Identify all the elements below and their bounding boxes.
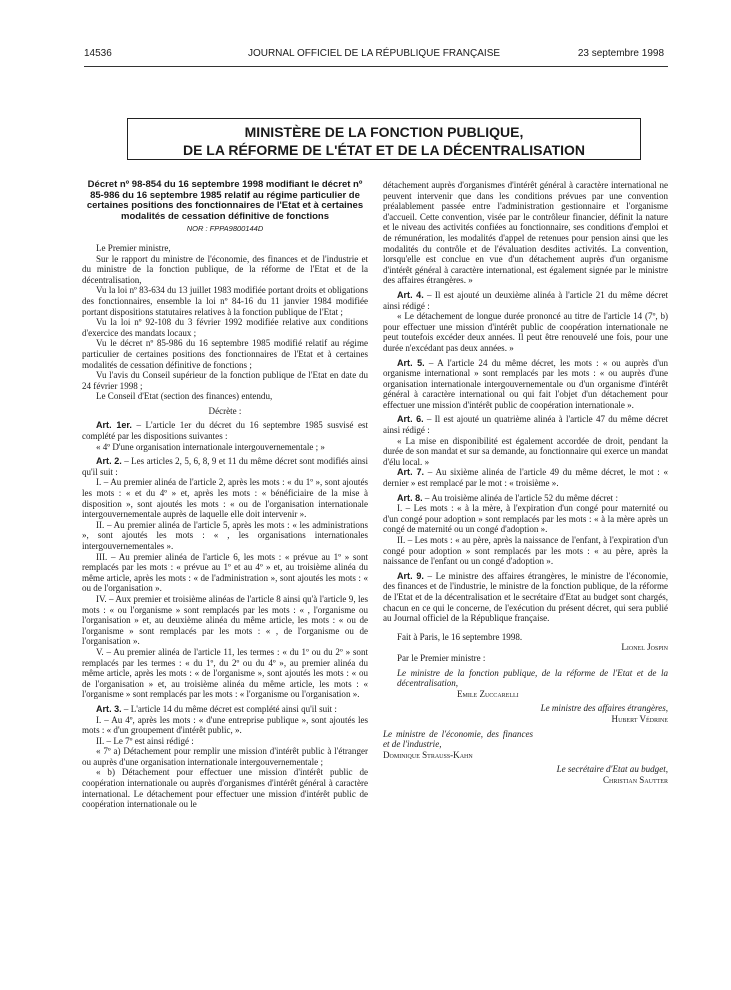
paragraph-text: II. – Les mots : « au père, après la naissance de l'enfant, à l'expiration d'un congé pour adoption » sont remplacés par les mots : « au père, après la naissance de l'enfant ou un congé d'adoption ». (383, 535, 668, 567)
body-paragraph (82, 715, 368, 736)
signature-block-3 (383, 729, 533, 761)
paragraph-text: « La mise en disponibilité est également accordée de droit, pendant la durée de son mandat et sur sa demande, au fonctionnaire qui exerce un mandat d'élu local. » (383, 435, 668, 467)
signer-name: Emile Zuccarelli (457, 688, 519, 699)
paragraph-text: – Au troisième alinéa de l'article 52 du même décret : (422, 492, 618, 503)
signer-name: Christian Sautter (603, 774, 668, 785)
article-label: Art. 8. (397, 492, 423, 503)
paragraph-text: I. – Les mots : « à la mère, à l'expiration d'un congé pour maternité ou d'un congé pour adoption » sont remplacés par les mots : « à la mère après un congé de maternité ou un congé d'adoption ». (383, 503, 668, 535)
body-paragraph (383, 535, 668, 567)
signature-block-2 (383, 703, 668, 724)
paragraph-text: II. – Le 7º est ainsi rédigé : (96, 735, 194, 746)
article-paragraph (383, 290, 668, 311)
signer-role: Le ministre de l'économie, des finances et de l'industrie, (383, 728, 533, 750)
ministry-line-1: MINISTÈRE DE LA FONCTION PUBLIQUE, (244, 124, 524, 140)
paragraph-text: IV. – Aux premier et troisième alinéas de l'article 8 ainsi qu'à l'article 9, les mots : « ou l'organisme » sont remplacés par les mots : « , l'organisme ou l'organisation » et, au deuxième alinéa du même article, les mots : « ou de l'organisme » sont remplacés par les mots : « , de l'organisme ou de l'organisation ». (82, 593, 368, 647)
body-paragraph (82, 647, 368, 700)
article-paragraph (383, 414, 668, 435)
paragraph-text: Le Premier ministre, (96, 242, 171, 253)
body-paragraph (82, 285, 368, 317)
paragraph-text: I. – Au 4º, après les mots : « d'une entreprise publique », sont ajoutés les mots : « d'un groupement d'intérêt public, ». (82, 714, 368, 736)
article-label: Art. 4. (397, 289, 424, 300)
body-paragraph (82, 520, 368, 552)
article-paragraph (383, 571, 668, 624)
left-column (82, 180, 368, 810)
body-paragraph (82, 317, 368, 338)
paragraph-text: Vu la loi nº 92-108 du 3 février 1992 modifiée relative aux conditions d'exercice des mandats locaux ; (82, 317, 368, 338)
signature-block-4 (383, 764, 668, 785)
article-paragraph (82, 704, 368, 715)
article-paragraph (82, 456, 368, 477)
signer-role: Le ministre des affaires étrangères, (540, 703, 668, 714)
right-column (383, 180, 668, 785)
paragraph-text: – Il est ajouté un quatrième alinéa à l'article 47 du même décret ainsi rédigé : (383, 414, 668, 436)
signer-role: Le secrétaire d'Etat au budget, (556, 764, 668, 775)
paragraph-text: « 4º D'une organisation internationale intergouvernementale ; » (96, 441, 325, 452)
paragraph-text: I. – Au premier alinéa de l'article 2, après les mots : « du 1º », sont ajoutés les mots : « et du 4º » et, après les mots : « bénéficiaire de la mise à disposition », sont ajoutés les mots : « ou de l'organisation internationale intergouvernementale auprès de laquelle elle doit intervenir ». (82, 477, 368, 520)
signer-role: Le ministre de la fonction publique, de la réforme de l'Etat et de la décentralisation, (397, 667, 668, 689)
page-number: 14536 (84, 48, 112, 59)
body-paragraph (383, 311, 668, 353)
article-paragraph (383, 358, 668, 411)
paragraph-text: Sur le rapport du ministre de l'économie, des finances et de l'industrie et du ministre de la fonction publique, de la réforme de l'Etat et de la décentralisation, (82, 253, 368, 285)
signer-name: Dominique Strauss-Kahn (383, 749, 473, 760)
body-paragraph (82, 370, 368, 391)
body-paragraph (82, 767, 368, 809)
decree-title: Décret nº 98-854 du 16 septembre 1998 modifiant le décret nº 85-986 du 16 septembre 1985 relatif au régime particulier de certaines positions des fonctionnaires de l'Etat et à certaines modalités de cessation définitive de fonctions (86, 179, 364, 222)
article-label: Art. 1er. (96, 420, 132, 431)
body-paragraph (82, 442, 368, 453)
body-paragraph (82, 243, 368, 254)
paragraph-text: Décrète : (208, 405, 242, 416)
article-label: Art. 7. (397, 467, 425, 478)
paragraph-text: Vu le décret nº 85-986 du 16 septembre 1985 modifié relatif au régime particulier de certaines positions des fonctionnaires de l'Etat et à certaines modalités de cessation définitive de fonctions ; (82, 338, 368, 370)
paragraph-text: – L'article 14 du même décret est complété ainsi qu'il suit : (121, 703, 337, 714)
page-header (84, 48, 664, 64)
place-date: Fait à Paris, le 16 septembre 1998. (397, 631, 523, 642)
article-label: Art. 2. (96, 456, 122, 467)
paragraph-text: – Le ministre des affaires étrangères, le ministre de l'économie, des finances et de l'industrie, le ministre de la fonction publique, de la réforme de l'Etat et de la décentralisation et le secrétaire d'Etat au budget sont chargés, chacun en ce qui le concerne, de l'exécution du présent décret, qui sera publié au Journal officiel de la République française. (383, 570, 668, 624)
ministry-line-2: DE LA RÉFORME DE L'ÉTAT ET DE LA DÉCENTRALISATION (182, 142, 586, 158)
nor-reference: NOR : FPPA9800144D (186, 224, 264, 234)
article-paragraph (82, 420, 368, 441)
article-label: Art. 3. (96, 703, 122, 714)
paragraph-text: Le Conseil d'Etat (section des finances) entendu, (96, 391, 273, 402)
body-paragraph (82, 746, 368, 767)
body-paragraph (82, 338, 368, 370)
paragraph-text: – Au sixième alinéa de l'article 49 du même décret, le mot : « dernier » est remplacé par le mot : « troisième ». (383, 467, 669, 489)
signer-name: Hubert Védrine (611, 713, 668, 724)
article-paragraph (383, 493, 668, 504)
body-paragraph (82, 477, 368, 519)
prime-minister-signature: Lionel Jospin (621, 642, 668, 653)
body-paragraph (82, 552, 368, 594)
article-label: Art. 9. (397, 570, 424, 581)
paragraph-text: « b) Détachement pour effectuer une mission d'intérêt public de coopération internationale ou auprès d'organismes d'intérêt général à caractère international. Le détachement pour effectuer une mission d'intérêt public de coopération internationale ou le (82, 767, 368, 810)
paragraph-text: – Il est ajouté un deuxième alinéa à l'article 21 du même décret ainsi rédigé : (383, 289, 668, 311)
publication-date: 23 septembre 1998 (577, 48, 664, 59)
article-label: Art. 5. (397, 357, 425, 368)
body-paragraph (383, 436, 668, 468)
body-paragraph (82, 254, 368, 286)
paragraph-text: – A l'article 24 du même décret, les mots : « ou auprès d'un organisme international » sont remplacés par les mots : « ou auprès d'une organisation internationale intergouvernementale ou d'un organisme d'intérêt général à caractère international ou qui fait l'objet d'un détachement pour effectuer une mission d'intérêt public de coopération internationale ». (383, 357, 669, 410)
article-label: Art. 6. (397, 414, 424, 425)
body-paragraph (383, 180, 668, 286)
body-paragraph (82, 406, 368, 417)
body-paragraph (383, 503, 668, 535)
paragraph-text: III. – Au premier alinéa de l'article 6, les mots : « prévue au 1º » sont remplacés par les mots : « prévue au 1º et au 4º » et, au troisième alinéa du même article, après les mots : « de l'administration », sont ajoutés les mots : « ou de l'organisation ». (82, 551, 368, 594)
paragraph-text: « 7º a) Détachement pour remplir une mission d'intérêt public à l'étranger ou auprès d'une organisation internationale intergouvernementale ; (82, 746, 368, 767)
paragraph-text: – L'article 1er du décret du 16 septembre 1985 susvisé est complété par les dispositions suivantes : (82, 420, 368, 442)
paragraph-text: « Le détachement de longue durée prononcé au titre de l'article 14 (7º, b) pour effectuer une mission d'intérêt public de coopération internationale ne peut toutefois excéder deux années. Il peut être renouvelé une fois, pour une durée n'excédant pas deux années. » (383, 311, 668, 353)
paragraph-text: Vu l'avis du Conseil supérieur de la fonction publique de l'Etat en date du 24 février 1998 ; (82, 370, 368, 391)
header-rule (84, 66, 668, 67)
ministry-box (127, 118, 641, 160)
signature-block-1 (383, 668, 668, 700)
by-prime-minister: Par le Premier ministre : (397, 652, 486, 663)
journal-title: JOURNAL OFFICIEL DE LA RÉPUBLIQUE FRANÇAISE (247, 48, 501, 59)
article-paragraph (383, 467, 668, 488)
paragraph-text: détachement auprès d'organismes d'intérêt général à caractère international ne peuvent intervenir que dans les conditions prévues par une convention préalablement passée entre l'administration gestionnaire et l'organisme d'accueil. Cette convention, visée par le contrôleur financier, définit la nature et le niveau des activités confiées au fonctionnaire, ses conditions d'emploi et de rémunération, les modalités d'appel de retenues pour pension ainsi que les modalités du contrôle et de l'évaluation desdites activités. La convention, lorsqu'elle est conclue en vue d'un détachement auprès d'un organisme d'intérêt général à caractère international, est également signée par le ministre des affaires étrangères. » (383, 180, 668, 286)
paragraph-text: V. – Au premier alinéa de l'article 11, les termes : « du 1º ou du 2º » sont remplacés par les termes : « du 1º, du 2º ou du 4º », au premier alinéa du même article, après les mots : « de l'organisme », sont ajoutés les mots : « ou de l'organisation » et, au troisième alinéa du même article, les mots : « l'organisme » sont remplacés par les mots : « l'organisme ou l'organisation ». (82, 646, 368, 700)
paragraph-text: Vu la loi nº 83-634 du 13 juillet 1983 modifiée portant droits et obligations des fonctionnaires, ensemble la loi nº 84-16 du 11 janvier 1984 modifiée portant dispositions statutaires relatives à la fonction publique de l'Etat ; (82, 285, 368, 317)
body-paragraph (82, 736, 368, 747)
body-paragraph (82, 391, 368, 402)
body-paragraph (82, 594, 368, 647)
paragraph-text: II. – Au premier alinéa de l'article 5, après les mots : « les administrations », sont ajoutés les mots : « , les organisations internationales intergouvernementales ». (82, 519, 368, 551)
paragraph-text: – Les articles 2, 5, 6, 8, 9 et 11 du même décret sont modifiés ainsi qu'il suit : (82, 456, 369, 477)
